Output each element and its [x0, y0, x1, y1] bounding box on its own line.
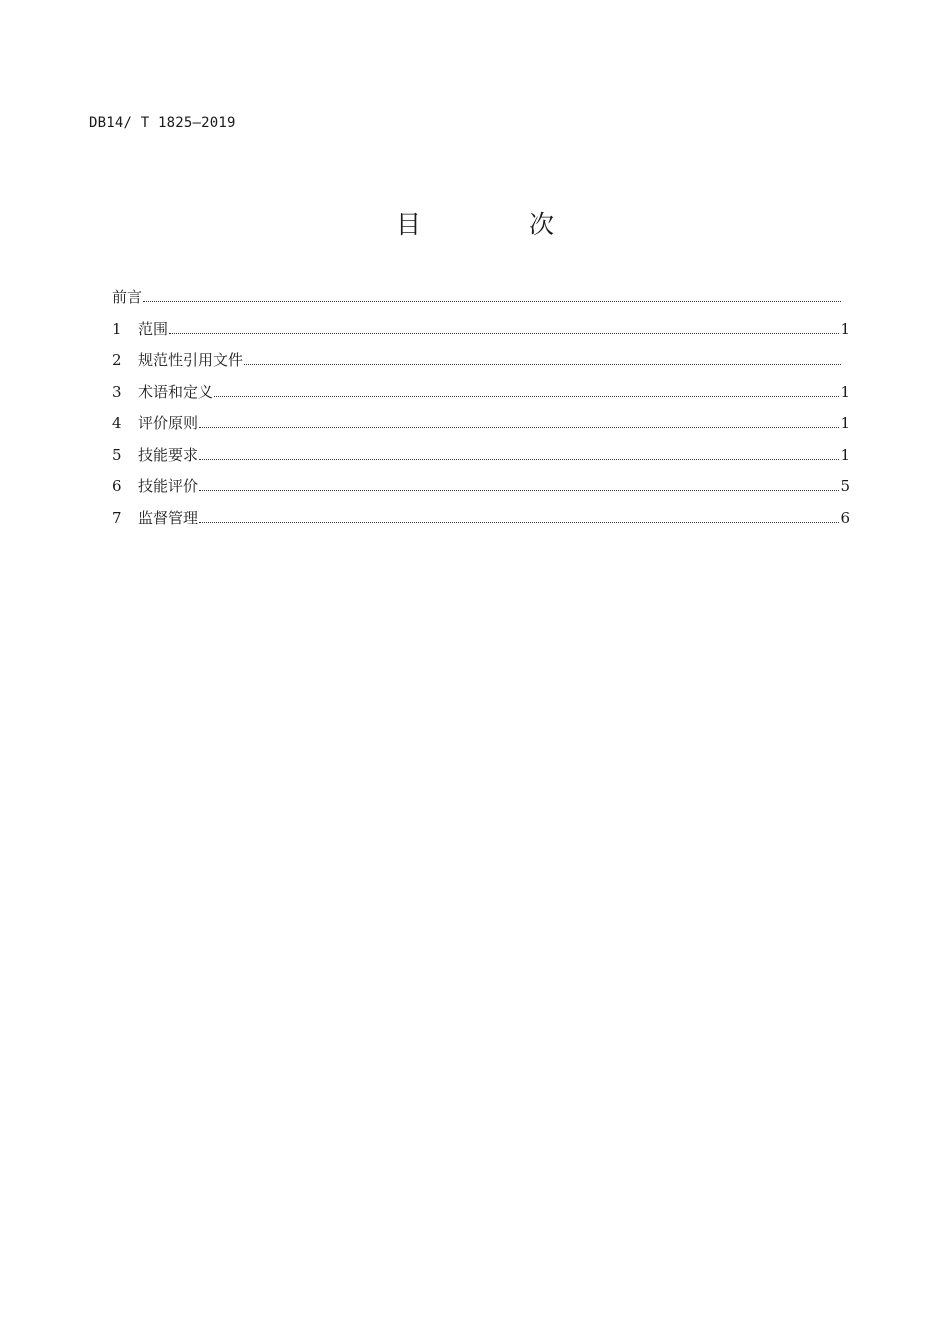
toc-entry-page: 5	[840, 477, 850, 495]
toc-entry-skill-evaluation[interactable]	[112, 476, 850, 508]
toc-entry-title: 技能要求	[138, 445, 199, 464]
toc-entry-number: 6	[112, 477, 122, 495]
toc-entry-title: 监督管理	[138, 508, 199, 527]
toc-entry-supervision-management[interactable]	[112, 508, 850, 540]
toc-entry-number: 5	[112, 445, 122, 464]
toc-entry-title: 规范性引用文件	[138, 351, 244, 369]
toc-entry-title: 评价原则	[138, 414, 199, 432]
toc-entry-number: 4	[112, 414, 122, 432]
dot-leader	[199, 459, 839, 460]
toc-entry-number: 2	[112, 351, 122, 369]
toc-entry-page: 1	[840, 445, 850, 464]
toc-entry-number: 3	[112, 382, 122, 401]
toc-entry-normative-references[interactable]	[112, 350, 850, 382]
toc-entry-scope[interactable]	[112, 319, 850, 351]
table-of-contents	[112, 287, 850, 539]
toc-entry-title: 范围	[138, 319, 169, 338]
toc-title: 目 次	[396, 210, 604, 239]
toc-entry-title: 技能评价	[138, 477, 199, 495]
toc-entry-number: 7	[112, 508, 122, 527]
toc-entry-title: 术语和定义	[138, 382, 214, 401]
toc-entry-page: 1	[840, 414, 850, 432]
toc-entry-page: 1	[840, 319, 850, 338]
toc-entry-terms-definitions[interactable]	[112, 382, 850, 414]
dot-leader	[199, 522, 839, 523]
dot-leader	[169, 333, 839, 334]
toc-entry-page: 6	[840, 508, 850, 527]
toc-entry-evaluation-principles[interactable]	[112, 413, 850, 445]
toc-entry-skill-requirements[interactable]	[112, 445, 850, 477]
dot-leader	[199, 490, 839, 491]
toc-entry-title: 前言	[112, 288, 143, 306]
dot-leader	[143, 301, 841, 302]
dot-leader	[214, 396, 839, 397]
document-code: DB14/ T 1825—2019	[89, 115, 236, 131]
dot-leader	[199, 427, 839, 428]
toc-entry-preface[interactable]	[112, 287, 850, 319]
toc-entry-page: 1	[840, 382, 850, 401]
toc-entry-number: 1	[112, 319, 122, 338]
dot-leader	[244, 364, 841, 365]
